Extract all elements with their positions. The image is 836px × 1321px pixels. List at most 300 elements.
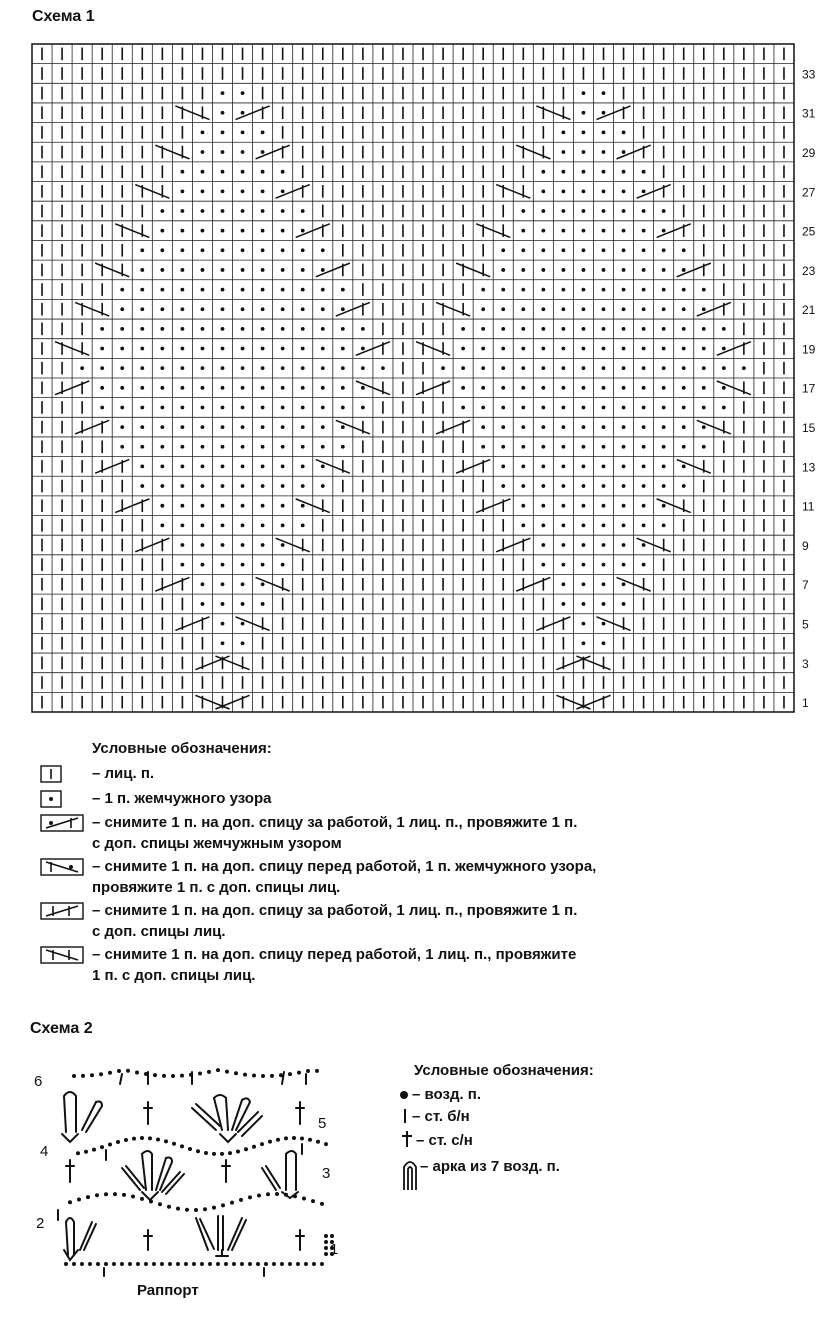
- pearl-dot: [180, 504, 184, 508]
- row-label: 25: [802, 224, 816, 239]
- pearl-dot: [160, 229, 164, 233]
- pearl-dot: [221, 288, 225, 292]
- pearl-dot: [461, 366, 465, 370]
- pearl-dot: [582, 386, 586, 390]
- pearl-dot: [521, 386, 525, 390]
- pearl-dot: [602, 484, 606, 488]
- pearl-dot: [241, 189, 245, 193]
- chain-dot: [324, 1252, 328, 1256]
- pearl-dot: [261, 288, 265, 292]
- pearl-dot: [301, 484, 305, 488]
- pearl-dot: [321, 288, 325, 292]
- pearl-dot: [180, 327, 184, 331]
- pearl-dot: [662, 406, 666, 410]
- pearl-dot: [221, 189, 225, 193]
- pearl-dot: [180, 347, 184, 351]
- pearl-dot: [622, 170, 626, 174]
- legend2-text: – ст. б/н: [412, 1108, 470, 1125]
- chain-dot: [270, 1074, 274, 1078]
- cross-front-pearl-icon: [40, 858, 84, 876]
- row-label: 6: [34, 1073, 43, 1090]
- chain-dot: [232, 1262, 236, 1266]
- pearl-dot: [341, 307, 345, 311]
- pearl-dot: [541, 288, 545, 292]
- pearl-dot: [261, 582, 265, 586]
- row-label: 17: [802, 381, 816, 396]
- chain-dot: [216, 1068, 220, 1072]
- pearl-dot: [561, 307, 565, 311]
- legend2-text: – ст. с/н: [416, 1132, 473, 1149]
- pearl-dot: [682, 327, 686, 331]
- pearl-dot: [281, 465, 285, 469]
- pearl-dot: [561, 150, 565, 154]
- pearl-dot: [261, 523, 265, 527]
- pearl-dot: [622, 465, 626, 469]
- pearl-dot: [261, 347, 265, 351]
- pearl-dot: [201, 406, 205, 410]
- chain-dot: [80, 1262, 84, 1266]
- chain-dot: [90, 1073, 94, 1077]
- pearl-dot: [261, 150, 265, 154]
- pearl-dot: [281, 307, 285, 311]
- pearl-dot: [301, 288, 305, 292]
- pearl-dot: [561, 209, 565, 213]
- pearl-dot: [160, 209, 164, 213]
- chain-dot: [240, 1262, 244, 1266]
- cross-back-knit-icon: [40, 902, 84, 920]
- pearl-dot: [561, 131, 565, 135]
- pearl-dot: [662, 327, 666, 331]
- chain-dot: [171, 1074, 175, 1078]
- schema2-title: Схема 2: [30, 1020, 93, 1037]
- pearl-dot: [662, 229, 666, 233]
- pearl-dot: [561, 386, 565, 390]
- pearl-dot: [160, 484, 164, 488]
- pearl-dot: [301, 366, 305, 370]
- pearl-dot: [241, 209, 245, 213]
- pearl-dot: [521, 327, 525, 331]
- pearl-dot: [180, 248, 184, 252]
- pearl-dot: [241, 406, 245, 410]
- chain-dot: [316, 1140, 320, 1144]
- row-label: 29: [802, 145, 816, 160]
- chain-dot: [324, 1246, 328, 1250]
- pearl-dot: [642, 484, 646, 488]
- pearl-dot: [341, 347, 345, 351]
- pearl-dot: [481, 347, 485, 351]
- pearl-dot: [602, 543, 606, 547]
- pearl-dot: [160, 406, 164, 410]
- pearl-dot: [281, 366, 285, 370]
- schema2-diagram: [30, 1050, 350, 1280]
- pearl-dot: [201, 327, 205, 331]
- pearl-dot: [241, 268, 245, 272]
- pearl-dot: [180, 288, 184, 292]
- chain-dot: [131, 1195, 135, 1199]
- pearl-dot: [561, 229, 565, 233]
- chain-dot: [324, 1234, 328, 1238]
- pearl-dot: [261, 386, 265, 390]
- pearl-dot: [221, 268, 225, 272]
- pearl-dot: [361, 406, 365, 410]
- row-label: 11: [802, 499, 815, 514]
- pearl-dot: [241, 543, 245, 547]
- pearl-dot: [642, 189, 646, 193]
- row-label: 5: [802, 617, 809, 632]
- pearl-dot: [481, 445, 485, 449]
- chain-dot: [76, 1151, 80, 1155]
- chain-dot: [140, 1136, 144, 1140]
- chain-dot: [126, 1069, 130, 1073]
- row-label: 9: [802, 538, 809, 553]
- pearl-dot: [221, 386, 225, 390]
- pearl-dot: [301, 523, 305, 527]
- chain-dot: [184, 1262, 188, 1266]
- chain-dot: [275, 1192, 279, 1196]
- pearl-dot: [321, 268, 325, 272]
- pearl-dot: [241, 602, 245, 606]
- pearl-dot: [201, 347, 205, 351]
- pearl-dot: [682, 445, 686, 449]
- pearl-dot: [682, 366, 686, 370]
- pearl-dot: [461, 327, 465, 331]
- cross-back-pearl-icon: [40, 814, 84, 832]
- chain-dot: [311, 1199, 315, 1203]
- pearl-dot: [662, 504, 666, 508]
- pearl-dot: [561, 268, 565, 272]
- pearl-dot: [241, 563, 245, 567]
- pearl-dot: [160, 523, 164, 527]
- pearl-dot: [682, 484, 686, 488]
- pearl-dot: [160, 347, 164, 351]
- pearl-dot: [602, 622, 606, 626]
- pearl-dot: [642, 465, 646, 469]
- pearl-dot: [602, 563, 606, 567]
- pearl-dot: [241, 523, 245, 527]
- chain-dot: [160, 1262, 164, 1266]
- pearl-dot: [541, 268, 545, 272]
- pearl-dot: [582, 563, 586, 567]
- pearl-dot: [201, 288, 205, 292]
- chain-dot: [203, 1207, 207, 1211]
- pearl-dot: [120, 425, 124, 429]
- pearl-dot: [561, 523, 565, 527]
- pearl-dot: [341, 425, 345, 429]
- pearl-dot: [221, 229, 225, 233]
- pearl-dot: [180, 189, 184, 193]
- chain-dot: [243, 1073, 247, 1077]
- pearl-dot: [301, 445, 305, 449]
- pearl-dot: [361, 327, 365, 331]
- chain-dot: [212, 1152, 216, 1156]
- pearl-dot: [301, 406, 305, 410]
- pearl-dot: [180, 484, 184, 488]
- pearl-dot: [481, 386, 485, 390]
- pearl-dot: [582, 504, 586, 508]
- chain-dot: [324, 1240, 328, 1244]
- pearl-dot: [561, 445, 565, 449]
- pearl-dot: [682, 386, 686, 390]
- pearl-dot: [582, 484, 586, 488]
- pearl-dot: [642, 288, 646, 292]
- pearl-dot: [582, 641, 586, 645]
- pearl-dot: [521, 307, 525, 311]
- pearl-dot: [702, 445, 706, 449]
- pearl-dot: [622, 445, 626, 449]
- pearl-dot: [642, 543, 646, 547]
- row-label: 13: [802, 460, 816, 475]
- pearl-dot: [321, 248, 325, 252]
- pearl-dot: [180, 543, 184, 547]
- pearl-dot: [221, 248, 225, 252]
- chain-dot: [297, 1071, 301, 1075]
- pearl-dot: [662, 484, 666, 488]
- chain-dot: [268, 1140, 272, 1144]
- pearl-dot: [561, 582, 565, 586]
- double-crochet-marks: [66, 1102, 304, 1250]
- pearl-dot: [261, 327, 265, 331]
- legend2-item: [400, 1086, 481, 1103]
- pearl-dot: [521, 504, 525, 508]
- pearl-dot: [642, 347, 646, 351]
- pearl-dot: [501, 366, 505, 370]
- pearl-dot: [561, 406, 565, 410]
- pearl-dot: [642, 425, 646, 429]
- pearl-dot: [521, 209, 525, 213]
- chain-dot: [266, 1192, 270, 1196]
- pearl-dot: [622, 268, 626, 272]
- chain-dot: [152, 1262, 156, 1266]
- chain-dot: [315, 1069, 319, 1073]
- pearl-dot: [301, 248, 305, 252]
- pearl-dot: [180, 523, 184, 527]
- pearl-dot: [602, 347, 606, 351]
- pearl-dot: [221, 307, 225, 311]
- pearl-dot: [561, 189, 565, 193]
- chain-dot: [308, 1138, 312, 1142]
- chain-dot: [113, 1192, 117, 1196]
- pearl-dot: [221, 445, 225, 449]
- chain-dot: [324, 1142, 328, 1146]
- pearl-dot: [180, 268, 184, 272]
- pearl-dot: [261, 543, 265, 547]
- pearl-dot: [521, 347, 525, 351]
- pearl-dot: [702, 307, 706, 311]
- pearl-dot: [582, 248, 586, 252]
- pearl-dot: [261, 445, 265, 449]
- pearl-dot: [521, 523, 525, 527]
- pearl-dot: [301, 327, 305, 331]
- chain-dot: [124, 1138, 128, 1142]
- chain-dot: [216, 1262, 220, 1266]
- pearl-dot: [541, 347, 545, 351]
- pearl-dot: [541, 327, 545, 331]
- chain-dot: [88, 1262, 92, 1266]
- pearl-dot: [221, 170, 225, 174]
- pearl-dot: [201, 484, 205, 488]
- pearl-dot: [561, 602, 565, 606]
- pearl-dot: [140, 425, 144, 429]
- pearl-dot: [120, 327, 124, 331]
- pearl-dot: [702, 406, 706, 410]
- pearl-dot: [120, 386, 124, 390]
- pearl-dot: [180, 229, 184, 233]
- pearl-dot: [682, 347, 686, 351]
- row-label: 7: [802, 578, 809, 593]
- pearl-dot: [642, 209, 646, 213]
- pearl-dot: [702, 347, 706, 351]
- chain-dot: [204, 1151, 208, 1155]
- pearl-dot: [261, 406, 265, 410]
- pearl-dot: [221, 327, 225, 331]
- chain-dot: [224, 1262, 228, 1266]
- pearl-dot: [722, 366, 726, 370]
- chain-dot: [68, 1200, 72, 1204]
- pearl-dot: [642, 248, 646, 252]
- pearl-dot: [281, 209, 285, 213]
- pearl-dot: [140, 327, 144, 331]
- pearl-dot: [140, 288, 144, 292]
- chain-dot: [320, 1262, 324, 1266]
- pearl-dot: [602, 327, 606, 331]
- pearl-dot: [201, 523, 205, 527]
- pearl-dot: [582, 602, 586, 606]
- pearl-dot: [140, 268, 144, 272]
- pearl-dot: [501, 484, 505, 488]
- chain-dot: [260, 1142, 264, 1146]
- pearl-dot: [221, 111, 225, 115]
- pearl-dot: [642, 445, 646, 449]
- pearl-dot: [481, 366, 485, 370]
- pearl-dot: [622, 563, 626, 567]
- pearl-dot: [301, 504, 305, 508]
- pearl-dot: [361, 366, 365, 370]
- pearl-dot: [582, 523, 586, 527]
- pearl-dot: [241, 229, 245, 233]
- pearl-dot: [541, 209, 545, 213]
- pearl-dot: [201, 543, 205, 547]
- pearl-dot: [541, 406, 545, 410]
- chain-dot: [122, 1193, 126, 1197]
- pearl-dot: [602, 406, 606, 410]
- pearl-dot: [662, 288, 666, 292]
- pearl-dot: [160, 465, 164, 469]
- pearl-dot: [201, 170, 205, 174]
- chain-dot: [86, 1195, 90, 1199]
- pearl-dot: [602, 366, 606, 370]
- pearl-dot: [221, 641, 225, 645]
- pearl-dot: [662, 347, 666, 351]
- arch-icon: [400, 1157, 420, 1191]
- pearl-dot: [541, 484, 545, 488]
- pearl-dot: [201, 563, 205, 567]
- pearl-dot: [221, 425, 225, 429]
- chain-dot: [256, 1262, 260, 1266]
- pearl-dot: [541, 523, 545, 527]
- pearl-dot: [662, 445, 666, 449]
- pearl-dot: [561, 288, 565, 292]
- pearl-dot: [521, 288, 525, 292]
- pearl-dot: [602, 150, 606, 154]
- pearl-dot: [642, 307, 646, 311]
- pearl-dot: [341, 327, 345, 331]
- pearl-dot: [602, 425, 606, 429]
- pearl-dot: [281, 523, 285, 527]
- pearl-dot: [602, 307, 606, 311]
- pearl-dot: [201, 209, 205, 213]
- pearl-dot: [622, 189, 626, 193]
- schema1-legend-heading: Условные обозначения:: [92, 740, 272, 757]
- row-label: 19: [802, 342, 816, 357]
- pearl-dot: [180, 366, 184, 370]
- single-crochet-icon: [404, 1109, 406, 1123]
- pearl-dot: [140, 484, 144, 488]
- legend2-text: – возд. п.: [412, 1086, 482, 1103]
- chain-dot: [77, 1198, 81, 1202]
- pearl-dot: [622, 543, 626, 547]
- pearl-dot: [481, 406, 485, 410]
- pearl-dot: [642, 386, 646, 390]
- pearl-dot: [301, 425, 305, 429]
- pearl-dot: [622, 327, 626, 331]
- chain-dot: [176, 1262, 180, 1266]
- chain-dot: [140, 1197, 144, 1201]
- chain-dot: [292, 1136, 296, 1140]
- chain-dot: [92, 1148, 96, 1152]
- pearl-dot: [261, 189, 265, 193]
- chain-dot: [144, 1262, 148, 1266]
- pearl-dot: [602, 602, 606, 606]
- pearl-dot: [261, 248, 265, 252]
- pearl-dot: [281, 170, 285, 174]
- pearl-dot: [361, 386, 365, 390]
- pearl-dot: [281, 347, 285, 351]
- pearl-dot: [541, 170, 545, 174]
- pearl-dot: [582, 268, 586, 272]
- row-label: 23: [802, 263, 816, 278]
- pearl-dot: [321, 445, 325, 449]
- pearl-dot: [201, 386, 205, 390]
- pearl-dot: [622, 209, 626, 213]
- pearl-dot: [221, 347, 225, 351]
- pearl-dot: [201, 268, 205, 272]
- chain-dot: [164, 1139, 168, 1143]
- pearl-dot: [120, 307, 124, 311]
- legend-text: – снимите 1 п. на доп. спицу перед работой, 1 лиц. п., провяжите: [92, 946, 577, 963]
- pearl-dot: [541, 543, 545, 547]
- chain-dot: [302, 1196, 306, 1200]
- pearl-dot: [261, 268, 265, 272]
- pearl-dot: [140, 465, 144, 469]
- pearl-dot: [682, 406, 686, 410]
- pearl-dot: [241, 347, 245, 351]
- pearl-dot: [501, 307, 505, 311]
- pearl-dot: [241, 111, 245, 115]
- pearl-dot: [180, 406, 184, 410]
- pearl-dot: [702, 288, 706, 292]
- pearl-dot: [722, 347, 726, 351]
- pearl-dot: [241, 288, 245, 292]
- pearl-dot: [341, 386, 345, 390]
- chain-dot: [176, 1207, 180, 1211]
- pearl-dot: [521, 366, 525, 370]
- legend-text: – снимите 1 п. на доп. спицу перед работой, 1 п. жемчужного узора,: [92, 858, 597, 875]
- knit-stitch-icon: [40, 765, 62, 783]
- pearl-dot: [441, 366, 445, 370]
- pearl-dot: [541, 307, 545, 311]
- pearl-dot: [241, 170, 245, 174]
- pearl-dot: [180, 425, 184, 429]
